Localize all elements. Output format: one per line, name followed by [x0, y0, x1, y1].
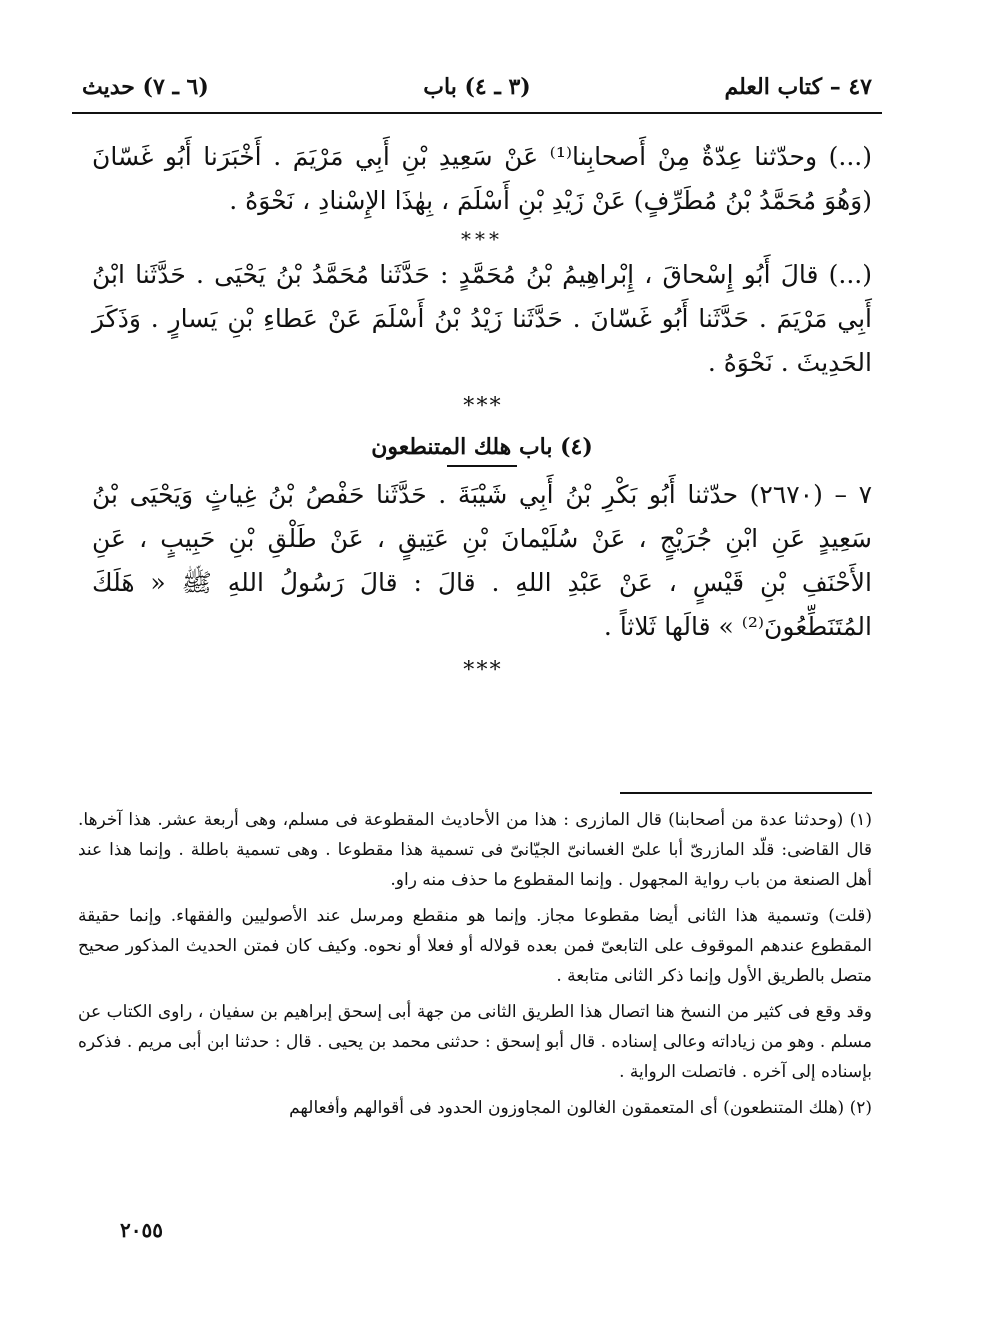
separator-stars: * * *	[463, 394, 501, 419]
hadith-paragraph-3: ٧ – (٢٦٧٠) حدّثنا أَبُو بَكْرِ بْنُ أَبِي شَيْبَةَ . حَدَّثَنا حَفْصُ بْنُ غِياثٍ وَيَحْيَى بْنُ سَعِيدٍ عَنِ ابْنِ جُرَيْجٍ ، عَنْ سُلَيْمانَ بْنِ عَتِيقٍ ، عَنْ طَلْقِ بْنِ حَبِيبٍ ، عَنِ الأَحْنَفِ بْنِ قَيْسٍ ، عَنْ عَبْدِ اللهِ . قالَ : قالَ رَسُولُ اللهِ ﷺ « هَلَكَ المُتَنَطِّعُونَ⁽²⁾ » قالَها ثَلاثاً .	[92, 480, 872, 641]
separator-stars: ***	[461, 227, 503, 251]
footnotes	[78, 805, 872, 1129]
book-title: ٤٧ – كتاب العلم	[724, 74, 872, 100]
page-number: ٢٠٥٥	[120, 1218, 163, 1242]
footnote-1: (١) (وحدثنا عدة من أصحابنا) قال المازرى : هذا من الأحاديث المقطوعة فى مسلم، وهى أربعة عشر. هذا آخرها. قال القاضى: قلّد المازرىّ أبا علىّ الغسانىّ الجيّانىّ فى تسمية هذا مقطوعا . وهى تسمية باطلة . وإنما هذا عند أهل الصنعة من باب رواية المجهول . وإنما المقطوع ما حذف منه راو.	[78, 810, 872, 890]
chapter-heading: (٤) باب هلك المتنطعون	[371, 434, 593, 460]
main-text	[92, 135, 872, 693]
chapter-underline	[447, 465, 517, 467]
hadith-paragraph-2: (...) قالَ أَبُو إِسْحاقَ ، إِبْراهِيمُ بْنُ مُحَمَّدٍ : حَدَّثَنا مُحَمَّدُ بْنُ يَحْيَى . حَدَّثَنا ابْنُ أَبِي مَرْيَمَ . حَدَّثَنا أَبُو غَسّانَ . حَدَّثَنا زَيْدُ بْنُ أَسْلَمَ عَنْ عَطاءِ بْنِ يَسارٍ . وَذَكَرَ الحَدِيثَ . نَحْوَهُ .	[92, 260, 872, 377]
footnote-divider	[620, 792, 872, 794]
footnote-2: (٢) (هلك المتنطعون) أى المتعمقون الغالون المجاوزون الحدود فى أقوالهم وأفعالهم	[289, 1098, 872, 1118]
chapter-range: (٣ ـ ٤) باب	[423, 74, 531, 100]
hadith-range: (٦ ـ ٧) حديث	[82, 74, 209, 100]
hadith-paragraph-1: (...) وحدّثنا عِدّةٌ مِنْ أَصحابِنا⁽¹⁾ عَنْ سَعِيدِ بْنِ أَبِي مَرْيَمَ . أَخْبَرَنا أَبُو غَسّانَ (وَهُوَ مُحَمَّدُ بْنُ مُطَرِّفٍ) عَنْ زَيْدِ بْنِ أَسْلَمَ ، بِهٰذَا الإِسْنادِ ، نَحْوَهُ .	[92, 142, 872, 215]
separator-stars: * * *	[463, 658, 501, 683]
running-header	[72, 68, 882, 114]
footnote-1-note: (قلت) وتسمية هذا الثانى أيضا مقطوعا مجاز. وإنما هو منقطع ومرسل عند الأصوليين والفقهاء. وإنما حقيقة المقطوع عندهم الموقوف على التابعىّ فمن بعده قولاله أو فعلا أو نحوه. وكيف كان فمتن الحديث المذكور صحيح متصل بالطريق الأول وإنما ذكر الثانى متابعة .	[78, 906, 872, 986]
footnote-1-addendum: وقد وقع فى كثير من النسخ هنا اتصال هذا الطريق الثانى من جهة أبى إسحق إبراهيم بن سفيان ، راوى الكتاب عن مسلم . وهو من زياداته وعالى إسناده . قال أبو إسحق : حدثنى محمد بن يحيى . قال : حدثنا ابن أبى مريم . فذكره بإسناده إلى آخره . فاتصلت الرواية .	[78, 1002, 872, 1082]
